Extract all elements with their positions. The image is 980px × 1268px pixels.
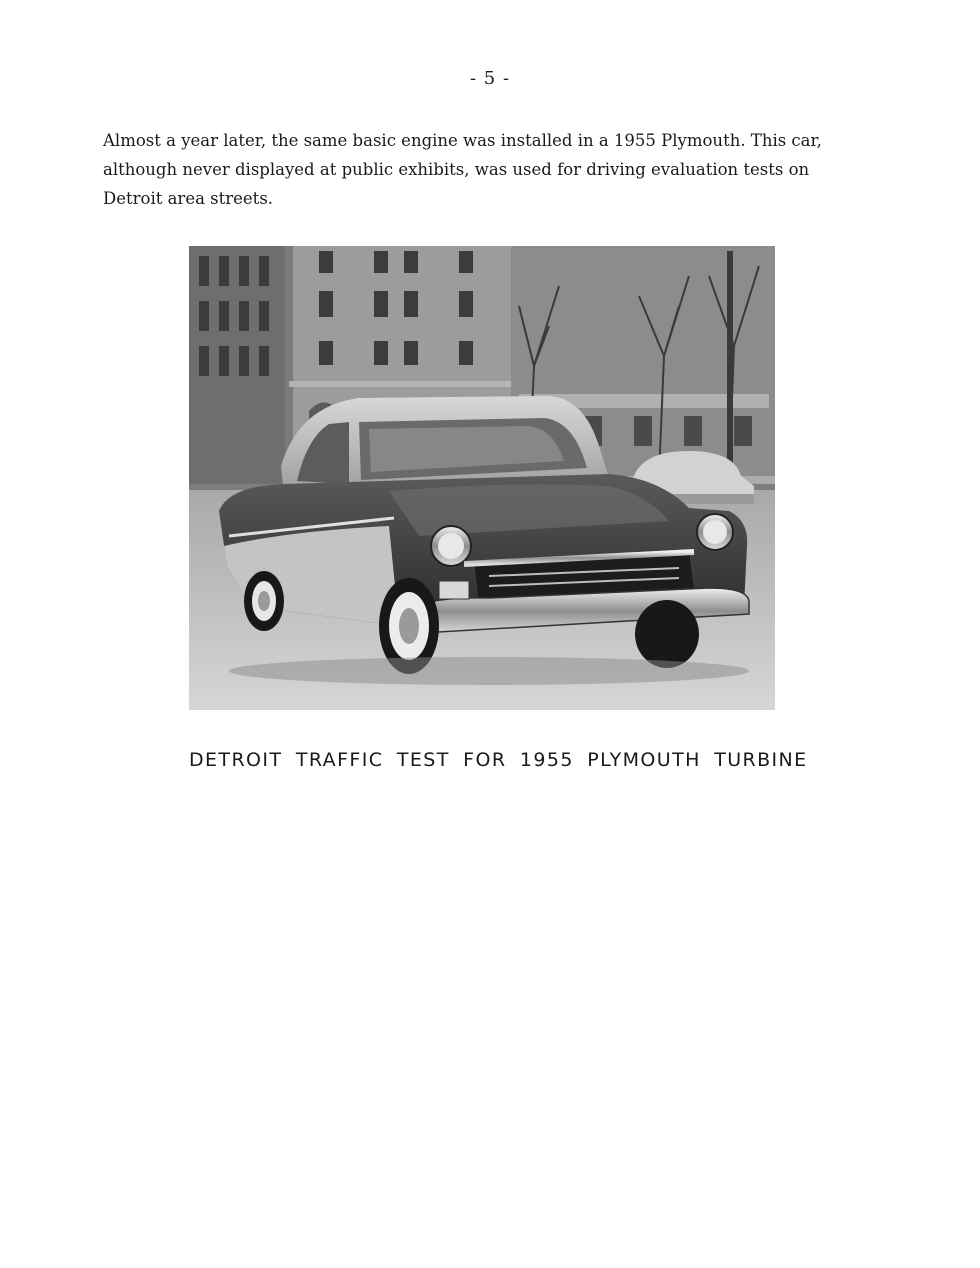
body-paragraph xyxy=(103,126,873,213)
paragraph-line-2: although never displayed at public exhibits, was used for driving evaluation tests on xyxy=(103,160,810,179)
paragraph-line-3: Detroit area streets. xyxy=(103,189,274,208)
paragraph-line-1: Almost a year later, the same basic engine was installed in a 1955 Plymouth. This car, xyxy=(103,131,822,150)
car-photograph xyxy=(189,246,775,710)
page-number: - 5 - xyxy=(469,68,511,89)
figure-caption: DETROIT TRAFFIC TEST FOR 1955 PLYMOUTH TURBINE xyxy=(189,749,808,771)
